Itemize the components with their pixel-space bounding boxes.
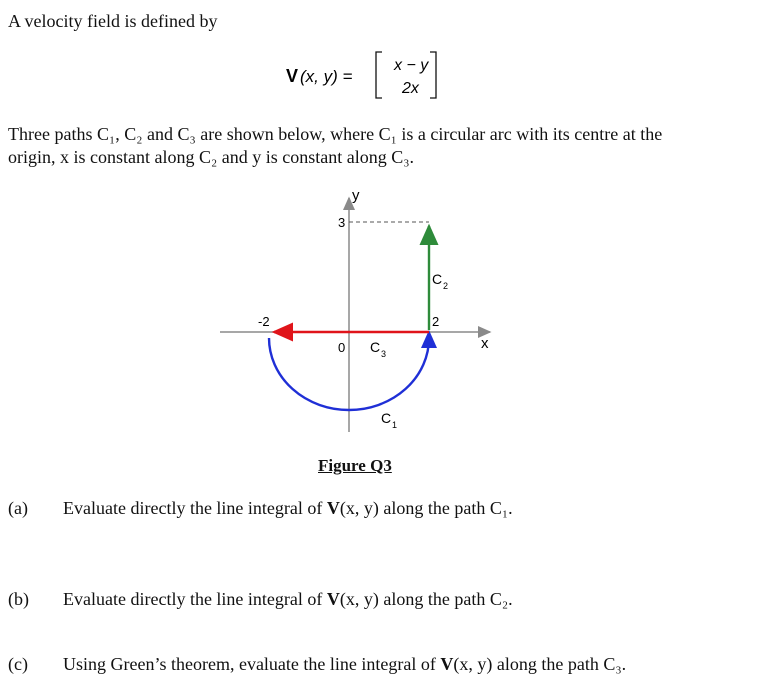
intro-text: A velocity field is defined by [8,11,218,31]
x-axis-label: x [481,335,489,352]
question-b-text [63,589,513,610]
question-b-post: (x, y) along the path C₂. [339,589,513,609]
tick-label-3: 3 [338,215,346,230]
question-b-label: (b) [8,589,29,609]
question-a-label: (a) [8,498,28,518]
right-bracket-icon [430,52,436,98]
label-c1-sub: 1 [392,420,398,430]
tick-label-2: 2 [432,314,440,329]
figure-q3 [200,180,520,445]
question-c-bold: V [440,654,454,674]
question-a-pre: Evaluate directly the line integral of [63,498,327,518]
figure-caption: Figure Q3 [318,456,392,475]
label-c3: C [370,339,381,355]
equation-bottom-entry: 2x [402,80,419,97]
label-c1: C [381,410,392,426]
question-a-text [63,498,513,519]
tick-label-neg2: -2 [258,314,270,329]
question-b-bold: V [326,589,340,609]
paragraph-line-2: origin, x is constant along C₂ and y is constant along C₃. [8,147,415,167]
equation-lhs-args: (x, y) = [300,67,353,86]
paragraph-line-1: Three paths C₁, C₂ and C₃ are shown below, where C₁ is a circular arc with its centre at the [8,124,663,144]
label-c3-sub: 3 [381,349,387,359]
equation-lhs-bold: V [286,66,299,86]
question-a-post: (x, y) along the path C₁. [339,498,513,518]
question-a-bold: V [326,498,340,518]
question-c-label: (c) [8,654,28,674]
label-c2: C [432,271,443,287]
equation-svg [286,48,446,104]
question-c-post: (x, y) along the path C₃. [453,654,627,674]
figure-svg [200,180,520,440]
y-axis-label: y [352,187,360,204]
equation-top-entry: x − y [394,57,429,74]
left-bracket-icon [376,52,382,98]
question-c-pre: Using Green’s theorem, evaluate the line integral of [63,654,441,674]
question-b-pre: Evaluate directly the line integral of [63,589,327,609]
question-c-text [63,654,626,675]
label-c2-sub: 2 [443,281,449,291]
velocity-equation [286,48,446,109]
origin-label: 0 [338,340,346,355]
